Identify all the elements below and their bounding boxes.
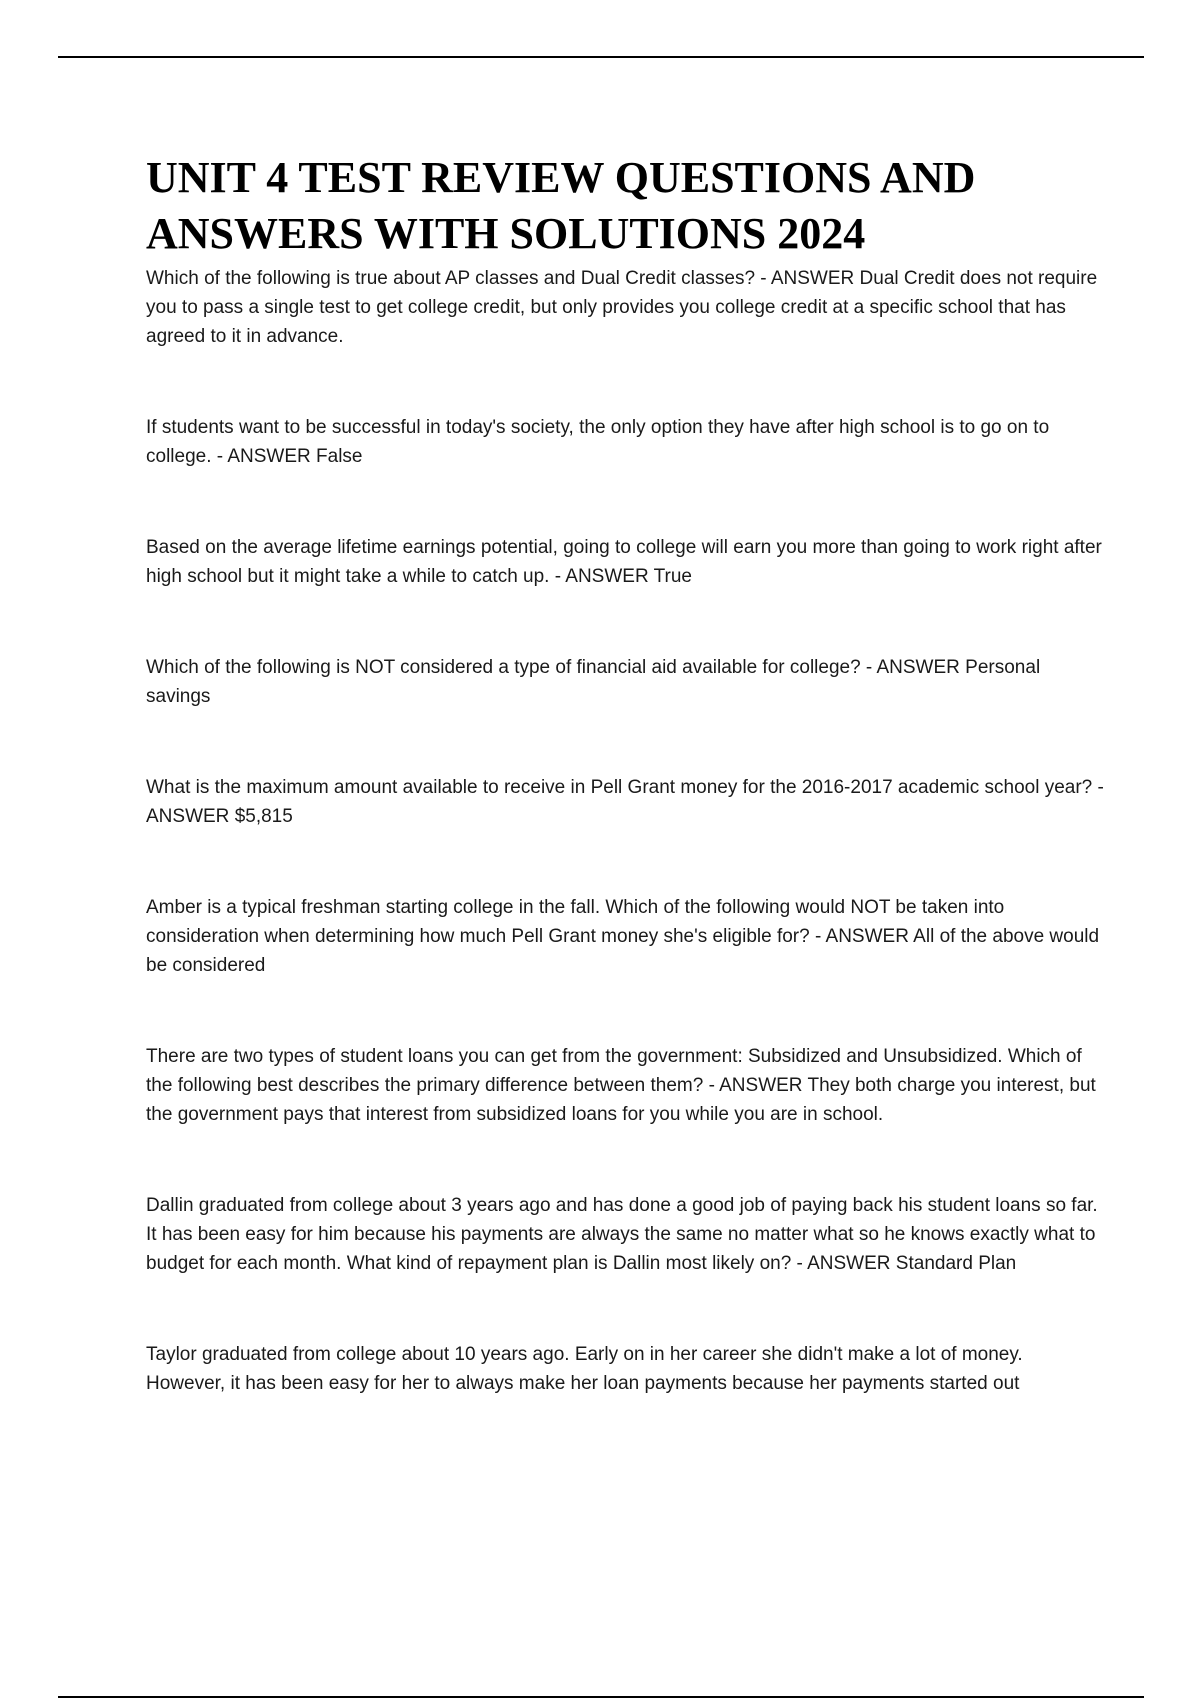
answer-text: $5,815 [234,806,293,827]
bottom-rule [58,1696,1144,1698]
answer-separator: - ANSWER [703,1075,808,1096]
answer-separator: - ANSWER [211,446,317,467]
answer-text: True [653,566,692,587]
answer-separator: - ANSWER [146,777,1104,827]
answer-text: All of the above would be considered [146,926,1100,976]
qa-item-1 [146,264,1106,351]
question-text: Which of the following is true about AP classes and Dual Credit classes? [146,268,756,289]
question-text: Dallin graduated from college about 3 years ago and has done a good job of paying back his student loans so far. It has been easy for him because his payments are always the same no matter what so he knows exactly what to budget for each month. What kind of repayment plan is Dallin most likely on? [146,1195,1098,1274]
answer-text: Personal savings [146,657,1041,707]
qa-item-6 [146,893,1106,980]
answer-separator: - ANSWER [809,926,914,947]
answer-text: Standard Plan [895,1253,1017,1274]
qa-item-2 [146,413,1106,471]
qa-item-8 [146,1191,1106,1278]
answer-separator: - ANSWER [860,657,966,678]
question-text: Based on the average lifetime earnings potential, going to college will earn you more than going to work right after high school but it might take a while to catch up. [146,537,1102,587]
question-text: Which of the following is NOT considered a type of financial aid available for college? [146,657,861,678]
qa-item-7 [146,1042,1106,1129]
answer-separator: - ANSWER [791,1253,896,1274]
question-text: What is the maximum amount available to receive in Pell Grant money for the 2016-2017 academic school year? [146,777,1093,798]
document-title: UNIT 4 TEST REVIEW QUESTIONS AND ANSWERS WITH SOLUTIONS 2024 [146,153,976,258]
question-text: Taylor graduated from college about 10 years ago. Early on in her career she didn't make a lot of money. However, it has been easy for her to always make her loan payments because her payments started out [146,1344,1023,1394]
qa-list [146,264,1106,1398]
answer-text: They both charge you interest, but the government pays that interest from subsidized loans for you while you are in school. [146,1075,1096,1125]
qa-item-4 [146,653,1106,711]
answer-text: False [316,446,363,467]
top-rule [58,56,1144,58]
answer-text: Dual Credit does not require you to pass a single test to get college credit, but only provides you college credit at a specific school that has agreed to it in advance. [146,268,1098,347]
qa-item-5 [146,773,1106,831]
qa-item-3 [146,533,1106,591]
document-content [146,150,1106,1460]
question-text: If students want to be successful in today's society, the only option they have after high school is to go on to college. [146,417,1050,467]
answer-separator: - ANSWER [755,268,860,289]
question-text: Amber is a typical freshman starting college in the fall. Which of the following would NOT be taken into consideration when determining how much Pell Grant money she's eligible for? [146,897,1005,947]
question-text: There are two types of student loans you can get from the government: Subsidized and Unsubsidized. Which of the following best describes the primary difference between them? [146,1046,1082,1096]
qa-item-9 [146,1340,1106,1398]
answer-separator: - ANSWER [549,566,654,587]
